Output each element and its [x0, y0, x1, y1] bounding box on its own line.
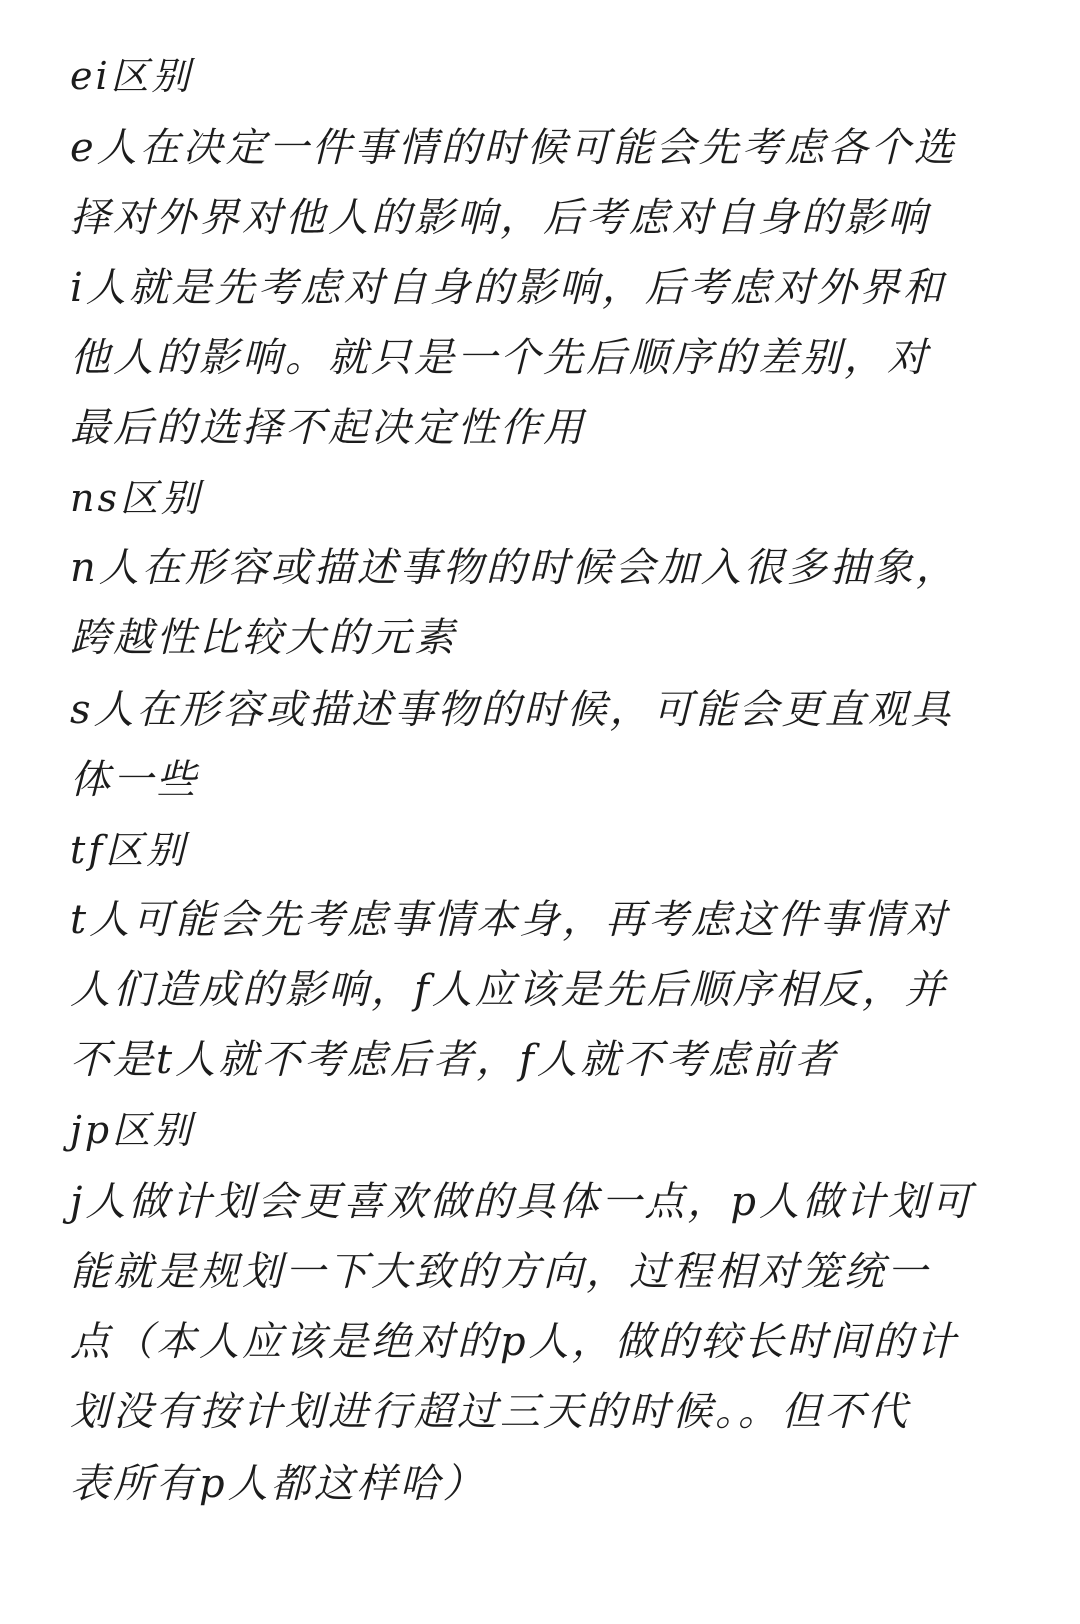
note-line: n人在形容或描述事物的时候会加入很多抽象， — [70, 545, 959, 591]
section-heading-ei: ei区别 — [70, 54, 193, 98]
note-line: 他人的影响。就只是一个先后顺序的差别，对 — [70, 335, 930, 381]
section-heading-tf: tf区别 — [70, 828, 188, 872]
note-line: 跨越性比较大的元素 — [70, 615, 457, 661]
note-line: 划没有按计划进行超过三天的时候。。但不代 — [70, 1389, 910, 1435]
note-line: 能就是规划一下大致的方向，过程相对笼统一 — [70, 1249, 930, 1295]
note-line: 表所有p人都这样哈） — [70, 1461, 486, 1507]
note-line: s人在形容或描述事物的时候，可能会更直观具 — [70, 687, 954, 733]
section-heading-jp: jp区别 — [70, 1108, 195, 1152]
note-line: 择对外界对他人的影响，后考虑对自身的影响 — [70, 195, 930, 241]
note-line: 人们造成的影响，f人应该是先后顺序相反，并 — [70, 967, 948, 1013]
note-line: 体一些 — [70, 757, 199, 803]
note-line: e人在决定一件事情的时候可能会先考虑各个选 — [70, 125, 957, 171]
note-line: i人就是先考虑对自身的影响，后考虑对外界和 — [70, 265, 946, 311]
note-line: 不是t人就不考虑后者，f人就不考虑前者 — [70, 1037, 838, 1083]
note-line: 点（本人应该是绝对的p人，做的较长时间的计 — [70, 1319, 959, 1365]
note-line: j人做计划会更喜欢做的具体一点，p人做计划可 — [70, 1179, 975, 1225]
note-line: 最后的选择不起决定性作用 — [70, 405, 586, 451]
section-heading-ns: ns区别 — [70, 476, 202, 520]
note-line: t人可能会先考虑事情本身，再考虑这件事情对 — [70, 897, 950, 943]
